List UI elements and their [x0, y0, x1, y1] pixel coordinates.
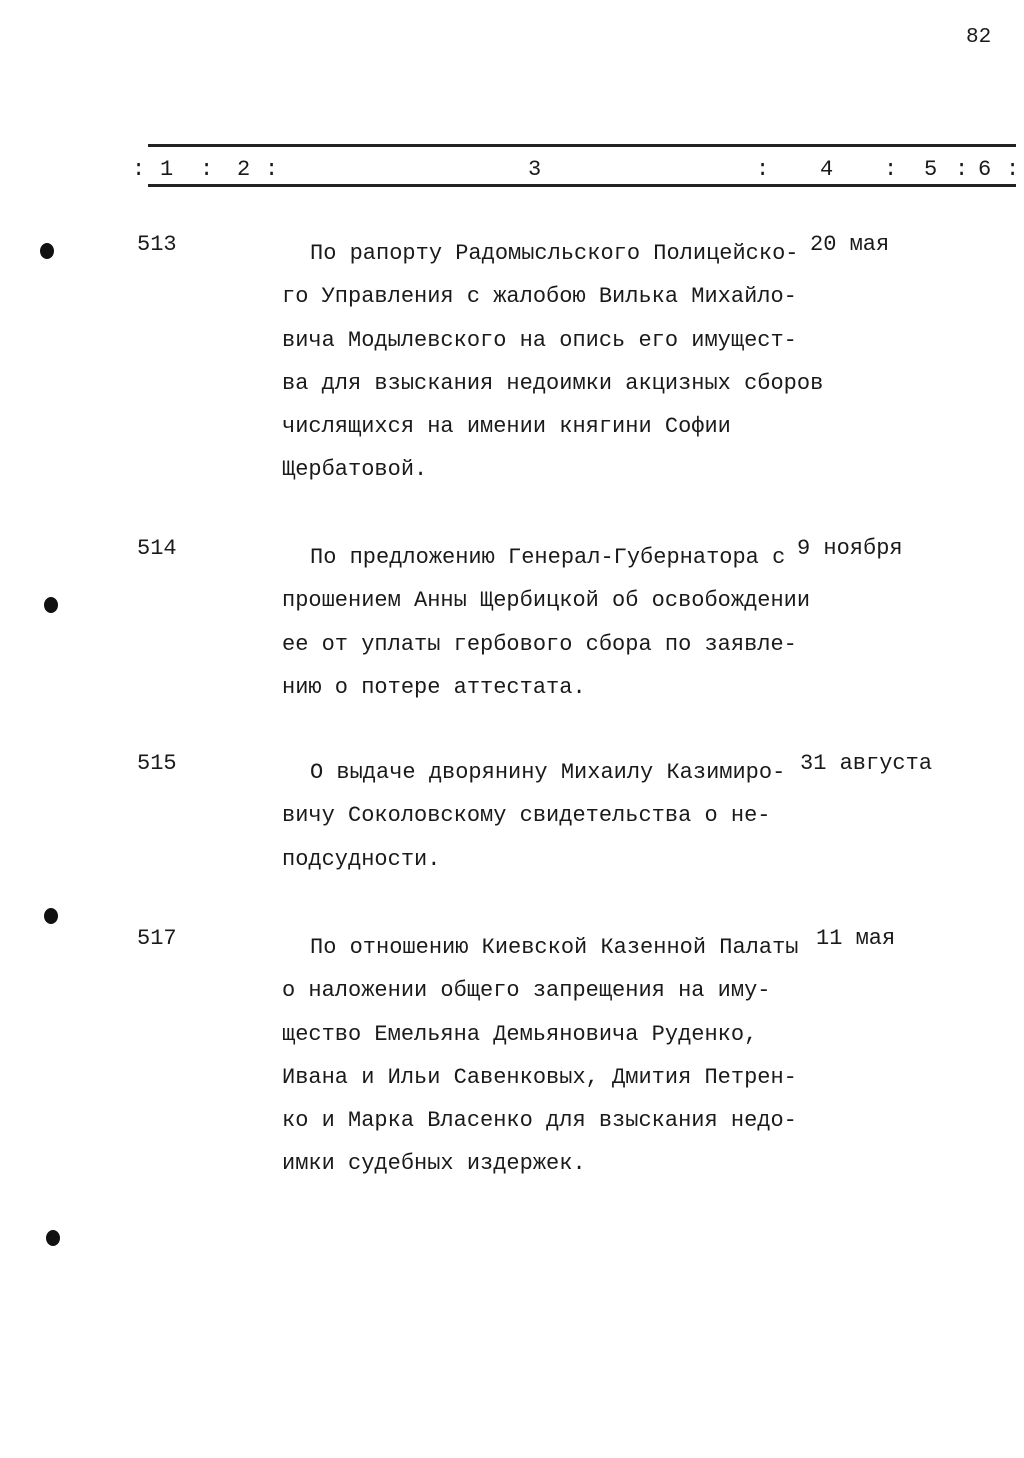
- column-separator: :: [955, 157, 969, 182]
- text-line: ее от уплаты гербового сбора по заявле-: [282, 631, 797, 657]
- punch-hole-mark: [44, 597, 58, 613]
- header-rule-top: [148, 144, 1016, 147]
- column-header-3: 3: [528, 157, 542, 182]
- column-header-1: 1: [160, 157, 174, 182]
- entry-date: 31 августа: [800, 751, 933, 776]
- text-line: По отношению Киевской Казенной Палаты: [310, 935, 799, 960]
- text-line: нию о потере аттестата.: [282, 674, 586, 700]
- text-line: имки судебных издержек.: [282, 1151, 586, 1177]
- entry-date: 20 мая: [810, 232, 890, 257]
- punch-hole-mark: [40, 243, 54, 259]
- entry-number: 517: [137, 926, 177, 951]
- text-line: По рапорту Радомысльского Полицейско-: [310, 241, 799, 266]
- text-line: вича Модылевского на опись его имущест-: [282, 327, 797, 353]
- entry-number: 514: [137, 536, 177, 561]
- text-line: Щербатовой.: [282, 457, 428, 483]
- column-separator: :: [132, 157, 146, 182]
- text-line: По предложению Генерал-Губернатора с: [310, 545, 786, 570]
- column-separator: :: [1006, 157, 1020, 182]
- text-line: го Управления с жалобою Вилька Михайло-: [282, 284, 797, 310]
- entry-date: 11 мая: [816, 926, 896, 951]
- entry-text: [282, 751, 785, 881]
- text-line: подсудности.: [282, 846, 441, 872]
- text-line: О выдаче дворянину Михаилу Казимиро-: [310, 760, 786, 785]
- entry-number: 515: [137, 751, 177, 776]
- column-header-4: 4: [820, 157, 834, 182]
- text-line: прошением Анны Щербицкой об освобождении: [282, 588, 811, 614]
- entry-date: 9 ноября: [797, 536, 903, 561]
- text-line: о наложении общего запрещения на иму-: [282, 978, 771, 1004]
- column-separator: :: [200, 157, 214, 182]
- entry-text: [282, 232, 823, 492]
- entry-number: 513: [137, 232, 177, 257]
- column-separator: :: [884, 157, 898, 182]
- column-header-2: 2: [237, 157, 251, 182]
- text-line: числящихся на имении княгини Софии: [282, 414, 731, 440]
- text-line: ва для взыскания недоимки акцизных сборов: [282, 370, 824, 396]
- entry-text: [282, 926, 798, 1186]
- punch-hole-mark: [46, 1230, 60, 1246]
- text-line: вичу Соколовскому свидетельства о не-: [282, 803, 771, 829]
- header-rule-bottom: [148, 184, 1016, 187]
- column-header-6: 6: [978, 157, 992, 182]
- column-separator: :: [265, 157, 279, 182]
- text-line: Ивана и Ильи Савенковых, Дмития Петрен-: [282, 1064, 797, 1090]
- punch-hole-mark: [44, 908, 58, 924]
- text-line: щество Емельяна Демьяновича Руденко,: [282, 1021, 758, 1047]
- page-number: 82: [966, 26, 992, 49]
- text-line: ко и Марка Власенко для взыскания недо-: [282, 1108, 797, 1134]
- column-separator: :: [756, 157, 770, 182]
- entry-text: [282, 536, 810, 709]
- column-header-5: 5: [924, 157, 938, 182]
